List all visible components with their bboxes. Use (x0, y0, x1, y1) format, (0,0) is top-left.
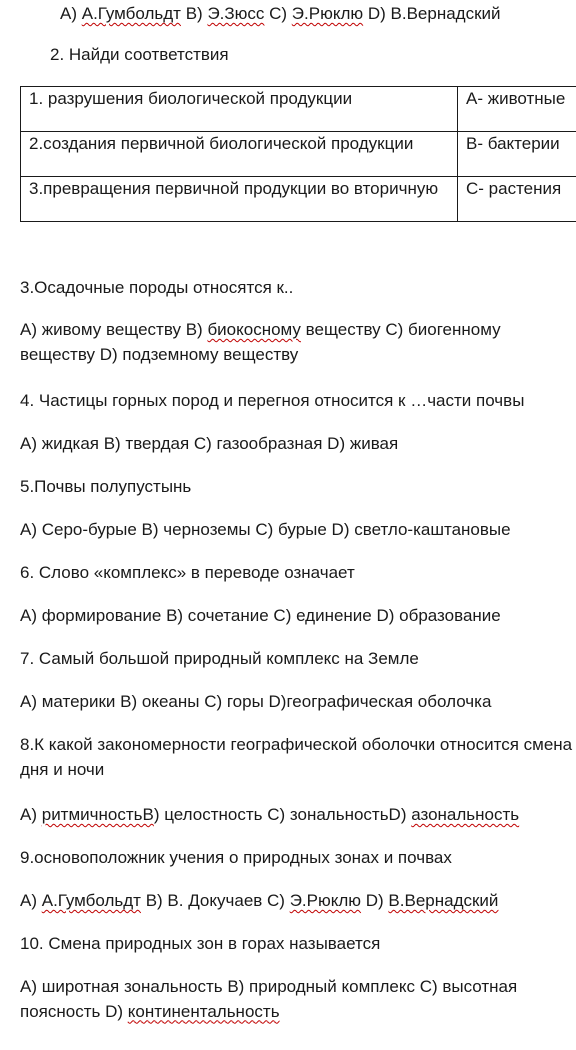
q7-question: 7. Самый большой природный комплекс на Земле (20, 649, 419, 668)
table-cell-process: 3.превращения первичной продукции во вторичную (21, 177, 458, 222)
table-row (21, 87, 576, 132)
q4-question: 4. Частицы горных пород и перегноя относится к …части почвы (20, 391, 525, 410)
q8-question: 8.К какой закономерности географической оболочки относится смена дня и ночи (20, 735, 573, 779)
q9-option-a: А.Гумбольдт (41, 891, 141, 910)
q10-question: 10. Смена природных зон в горах называется (20, 934, 381, 953)
table-cell-organism: В- бактерии (458, 132, 576, 177)
q8-option-d: азональность (411, 805, 520, 824)
q1-option-b: Э.Зюсс (207, 4, 265, 23)
q1-option-d: D) В.Вернадский (363, 4, 501, 23)
q8-answer-middle: ) целостность С) зональностьD) (153, 805, 412, 824)
q4-answer: А) жидкая В) твердая С) газообразная D) живая (20, 434, 399, 453)
q7-answer: А) материки В) океаны С) горы D)географическая оболочка (20, 692, 492, 711)
q3-answer-part2: веществу С) биогенному веществу D) подземному веществу (20, 320, 501, 364)
q8-option-a: ритмичностьВ (41, 805, 154, 824)
q9-answer-prefix: А) (20, 891, 42, 910)
q9-answer (20, 889, 572, 914)
q9-question: 9.основоположник учения о природных зонах и почвах (20, 848, 452, 867)
table-row (21, 177, 576, 222)
q3-answer-part1: А) живому веществу В) (20, 320, 208, 339)
q9-option-d-prefix: D) (361, 891, 389, 910)
q5-answer: А) Серо-бурые В) черноземы С) бурые D) светло-каштановые (20, 520, 511, 539)
q1-option-a: А.Гумбольдт (81, 4, 181, 23)
q1-option-c: Э.Рюклю (291, 4, 364, 23)
q1-option-c-prefix: C) (264, 4, 292, 23)
q10-option-d: континентальность (127, 1001, 280, 1021)
q10-answer-part1: А) широтная зональность В) природный комплекс С) высотная поясность D) (20, 977, 518, 1021)
table-row (21, 132, 576, 177)
q6-question: 6. Слово «комплекс» в переводе означает (20, 563, 355, 582)
q3-answer (20, 318, 566, 367)
table-cell-organism: С- растения (458, 177, 576, 222)
q3-answer-highlight: биокосному (207, 320, 301, 339)
q1-option-a-prefix: A) (60, 4, 82, 23)
table-cell-process: 2.создания первичной биологической продукции (21, 132, 458, 177)
q5-question: 5.Почвы полупустынь (20, 477, 192, 496)
q6-answer: А) формирование В) сочетание С) единение D) образование (20, 606, 501, 625)
q1-option-b-prefix: B) (180, 4, 208, 23)
q8-answer-prefix: А) (20, 805, 42, 824)
q1-answer-options (60, 2, 572, 27)
table-cell-organism: А- животные (458, 87, 576, 132)
table-cell-process: 1. разрушения биологической продукции (21, 87, 458, 132)
q9-option-b: В) В. Докучаев С) (140, 891, 290, 910)
q9-option-d: В.Вернадский (388, 891, 499, 910)
q9-option-c: Э.Рюклю (289, 891, 362, 910)
q2-title: 2. Найди соответствия (50, 45, 229, 64)
q10-answer (20, 975, 566, 1024)
q3-question: 3.Осадочные породы относятся к.. (20, 278, 294, 297)
q8-answer (20, 803, 572, 828)
matching-table (20, 86, 576, 222)
